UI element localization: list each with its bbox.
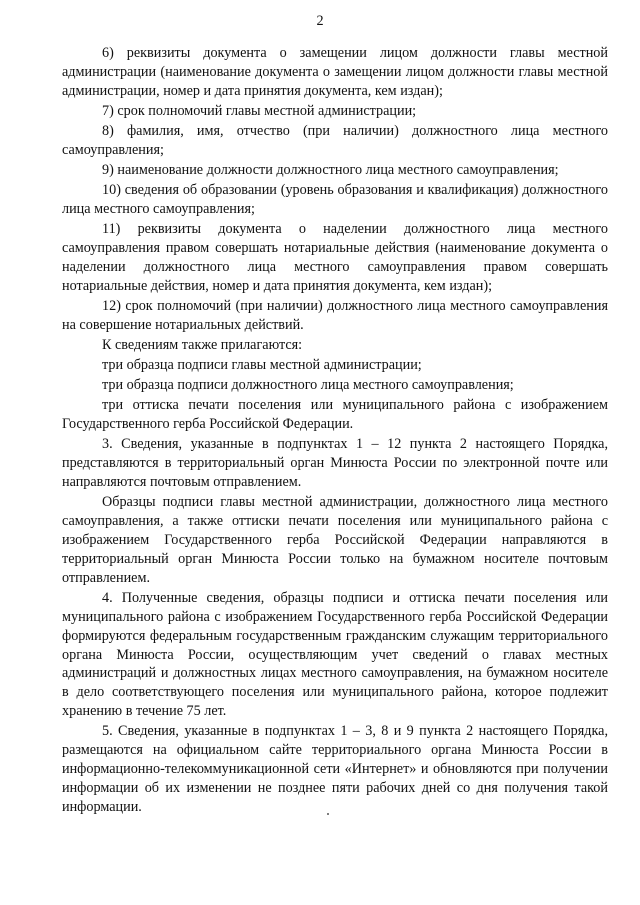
paragraph-item-7: 7) срок полномочий главы местной администрации; xyxy=(102,102,417,119)
attachment-signatures-head: три образца подписи главы местной администрации; xyxy=(102,357,422,373)
paragraph-item-9: 9) наименование должности должностного лица местного самоуправления; xyxy=(102,162,559,178)
section-3-paragraph: 3. Сведения, указанные в подпунктах 1 – 12 пункта 2 настоящего Порядка, представляются в территориальный орган Минюста России по электронной почте или направляются почтовым отправлением. xyxy=(62,436,608,490)
paragraph-item-11: 11) реквизиты документа о наделении должностного лица местного самоуправления правом совершать нотариальные действия (наименование документа о наделении должностного лица местного самоуправления правом совершать нотариальные действия, номер и дата принятия документа, кем издан); xyxy=(62,221,608,294)
attachment-signatures-official: три образца подписи должностного лица местного самоуправления; xyxy=(102,377,514,394)
scan-speck xyxy=(327,813,329,815)
section-3-samples-paragraph: Образцы подписи главы местной администрации, должностного лица местного самоуправления, а также оттиски печати поселения или муниципального района с изображением Государственного герба Российской Федерации направляются в территориальный орган Минюста России только на бумажном носителе почтовым отправлением. xyxy=(62,494,608,586)
section-4-paragraph: 4. Полученные сведения, образцы подписи и оттиска печати поселения или муниципального района с изображением Государственного герба Российской Федерации формируются федеральным государственным гражданским служащим территориального органа Минюста России, осуществляющим учет сведений о главах местных администраций и должностных лицах местного самоуправления, на бумажном носителе в дело соответствующего поселения или муниципального района, которое подлежит хранению в течение 75 лет. xyxy=(62,589,608,720)
attachments-intro: К сведениям также прилагаются: xyxy=(102,336,303,353)
page-number: 2 xyxy=(316,13,324,29)
section-5-paragraph: 5. Сведения, указанные в подпунктах 1 – 3, 8 и 9 пункта 2 настоящего Порядка, размещаются на официальном сайте территориального органа Минюста России в информационно-телекоммуникационной сети «Интернет» и обновляются при получении информации об их изменении не позднее пяти рабочих дней со дня получения такой информации. xyxy=(62,723,608,815)
paragraph-item-10: 10) сведения об образовании (уровень образования и квалификация) должностного лица местного самоуправления; xyxy=(62,182,608,217)
paragraph-item-12: 12) срок полномочий (при наличии) должностного лица местного самоуправления на совершение нотариальных действий. xyxy=(62,297,608,333)
paragraph-item-8: 8) фамилия, имя, отчество (при наличии) должностного лица местного самоуправления; xyxy=(62,123,608,158)
attachment-seal-imprints: три оттиска печати поселения или муниципального района с изображением Государственного герба Российской Федерации. xyxy=(62,397,608,433)
paragraph-item-6: 6) реквизиты документа о замещении лицом должности главы местной администрации (наименование документа о замещении лицом должности главы местной администрации, номер и дата принятия документа, кем издан); xyxy=(62,45,608,99)
document-body xyxy=(62,44,608,818)
